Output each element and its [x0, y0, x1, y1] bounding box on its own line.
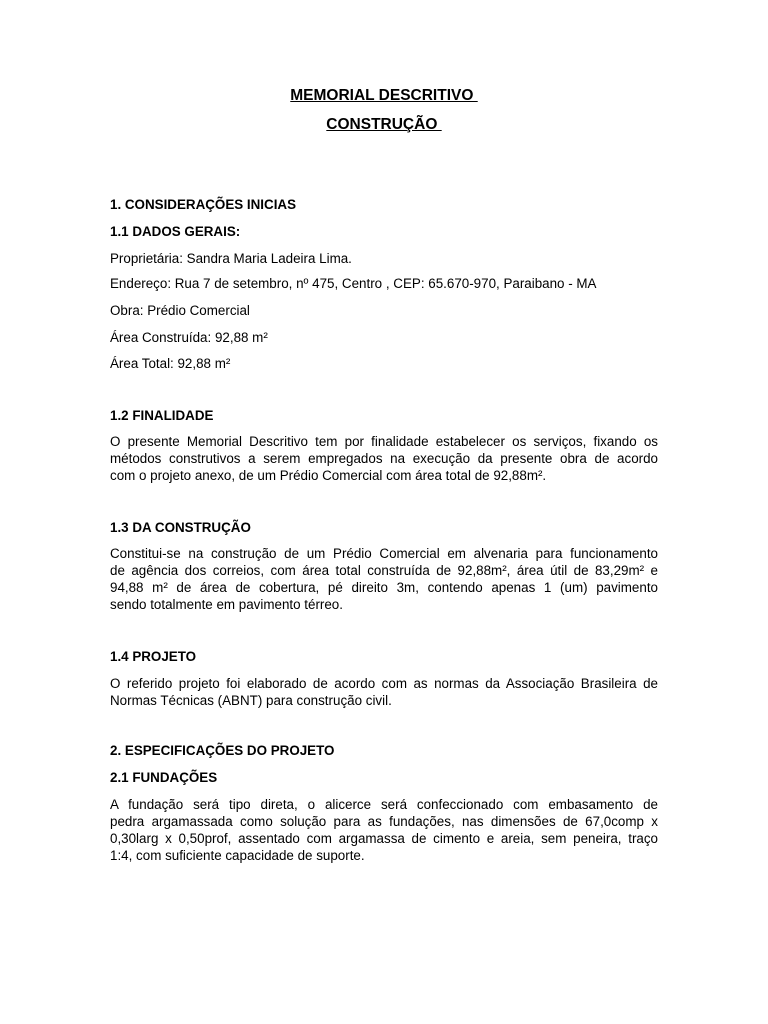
paragraph-line: métodos construtivos a serem empregados na execução da presente obra de acordo [110, 451, 658, 466]
section-1-heading: 1. CONSIDERAÇÕES INICIAS [110, 197, 297, 212]
paragraph-line: 0,30larg x 0,50prof, assentado com argamassa de cimento e areia, sem peneira, traço [110, 831, 658, 846]
work-line: Obra: Prédio Comercial [110, 303, 250, 318]
paragraph-line: O referido projeto foi elaborado de acordo com as normas da Associação Brasileira de [110, 676, 658, 691]
paragraph-line: O presente Memorial Descritivo tem por finalidade estabelecer os serviços, fixando os [110, 434, 658, 449]
paragraph-line: Normas Técnicas (ABNT) para construção civil. [110, 693, 392, 708]
section-2-1-heading: 2.1 FUNDAÇÕES [110, 770, 218, 785]
section-2-heading: 2. ESPECIFICAÇÕES DO PROJETO [110, 743, 335, 758]
document-subtitle: CONSTRUÇÃO [326, 116, 442, 133]
section-1-3-paragraph [110, 545, 658, 613]
built-area-line: Área Construída: 92,88 m² [110, 330, 268, 345]
paragraph-line: 1:4, com suficiente capacidade de suporte. [110, 848, 365, 863]
section-1-2-paragraph [110, 433, 658, 484]
paragraph-line: 94,88 m² de área de cobertura, pé direito 3m, contendo apenas 1 (um) pavimento [110, 580, 658, 595]
section-1-1-heading: 1.1 DADOS GERAIS: [110, 224, 241, 239]
paragraph-line: sendo totalmente em pavimento térreo. [110, 597, 343, 612]
owner-line: Proprietária: Sandra Maria Ladeira Lima. [110, 251, 352, 266]
address-line: Endereço: Rua 7 de setembro, nº 475, Centro , CEP: 65.670-970, Paraibano - MA [110, 276, 597, 291]
document-page [110, 0, 658, 1024]
total-area-line: Área Total: 92,88 m² [110, 356, 231, 371]
document-title: MEMORIAL DESCRITIVO [290, 87, 478, 104]
paragraph-line: com o projeto anexo, de um Prédio Comercial com área total de 92,88m². [110, 468, 547, 483]
section-1-2-heading: 1.2 FINALIDADE [110, 408, 214, 423]
section-1-4-paragraph [110, 675, 658, 709]
paragraph-line: pedra argamassada como solução para as fundações, nas dimensões de 67,0comp x [110, 814, 658, 829]
section-1-4-heading: 1.4 PROJETO [110, 649, 197, 664]
paragraph-line: de agência dos correios, com área total construída de 92,88m², área útil de 83,29m² e [110, 563, 658, 578]
paragraph-line: Constitui-se na construção de um Prédio Comercial em alvenaria para funcionamento [110, 546, 658, 561]
paragraph-line: A fundação será tipo direta, o alicerce será confeccionado com embasamento de [110, 797, 658, 812]
section-1-3-heading: 1.3 DA CONSTRUÇÃO [110, 520, 251, 535]
section-2-1-paragraph [110, 796, 658, 864]
